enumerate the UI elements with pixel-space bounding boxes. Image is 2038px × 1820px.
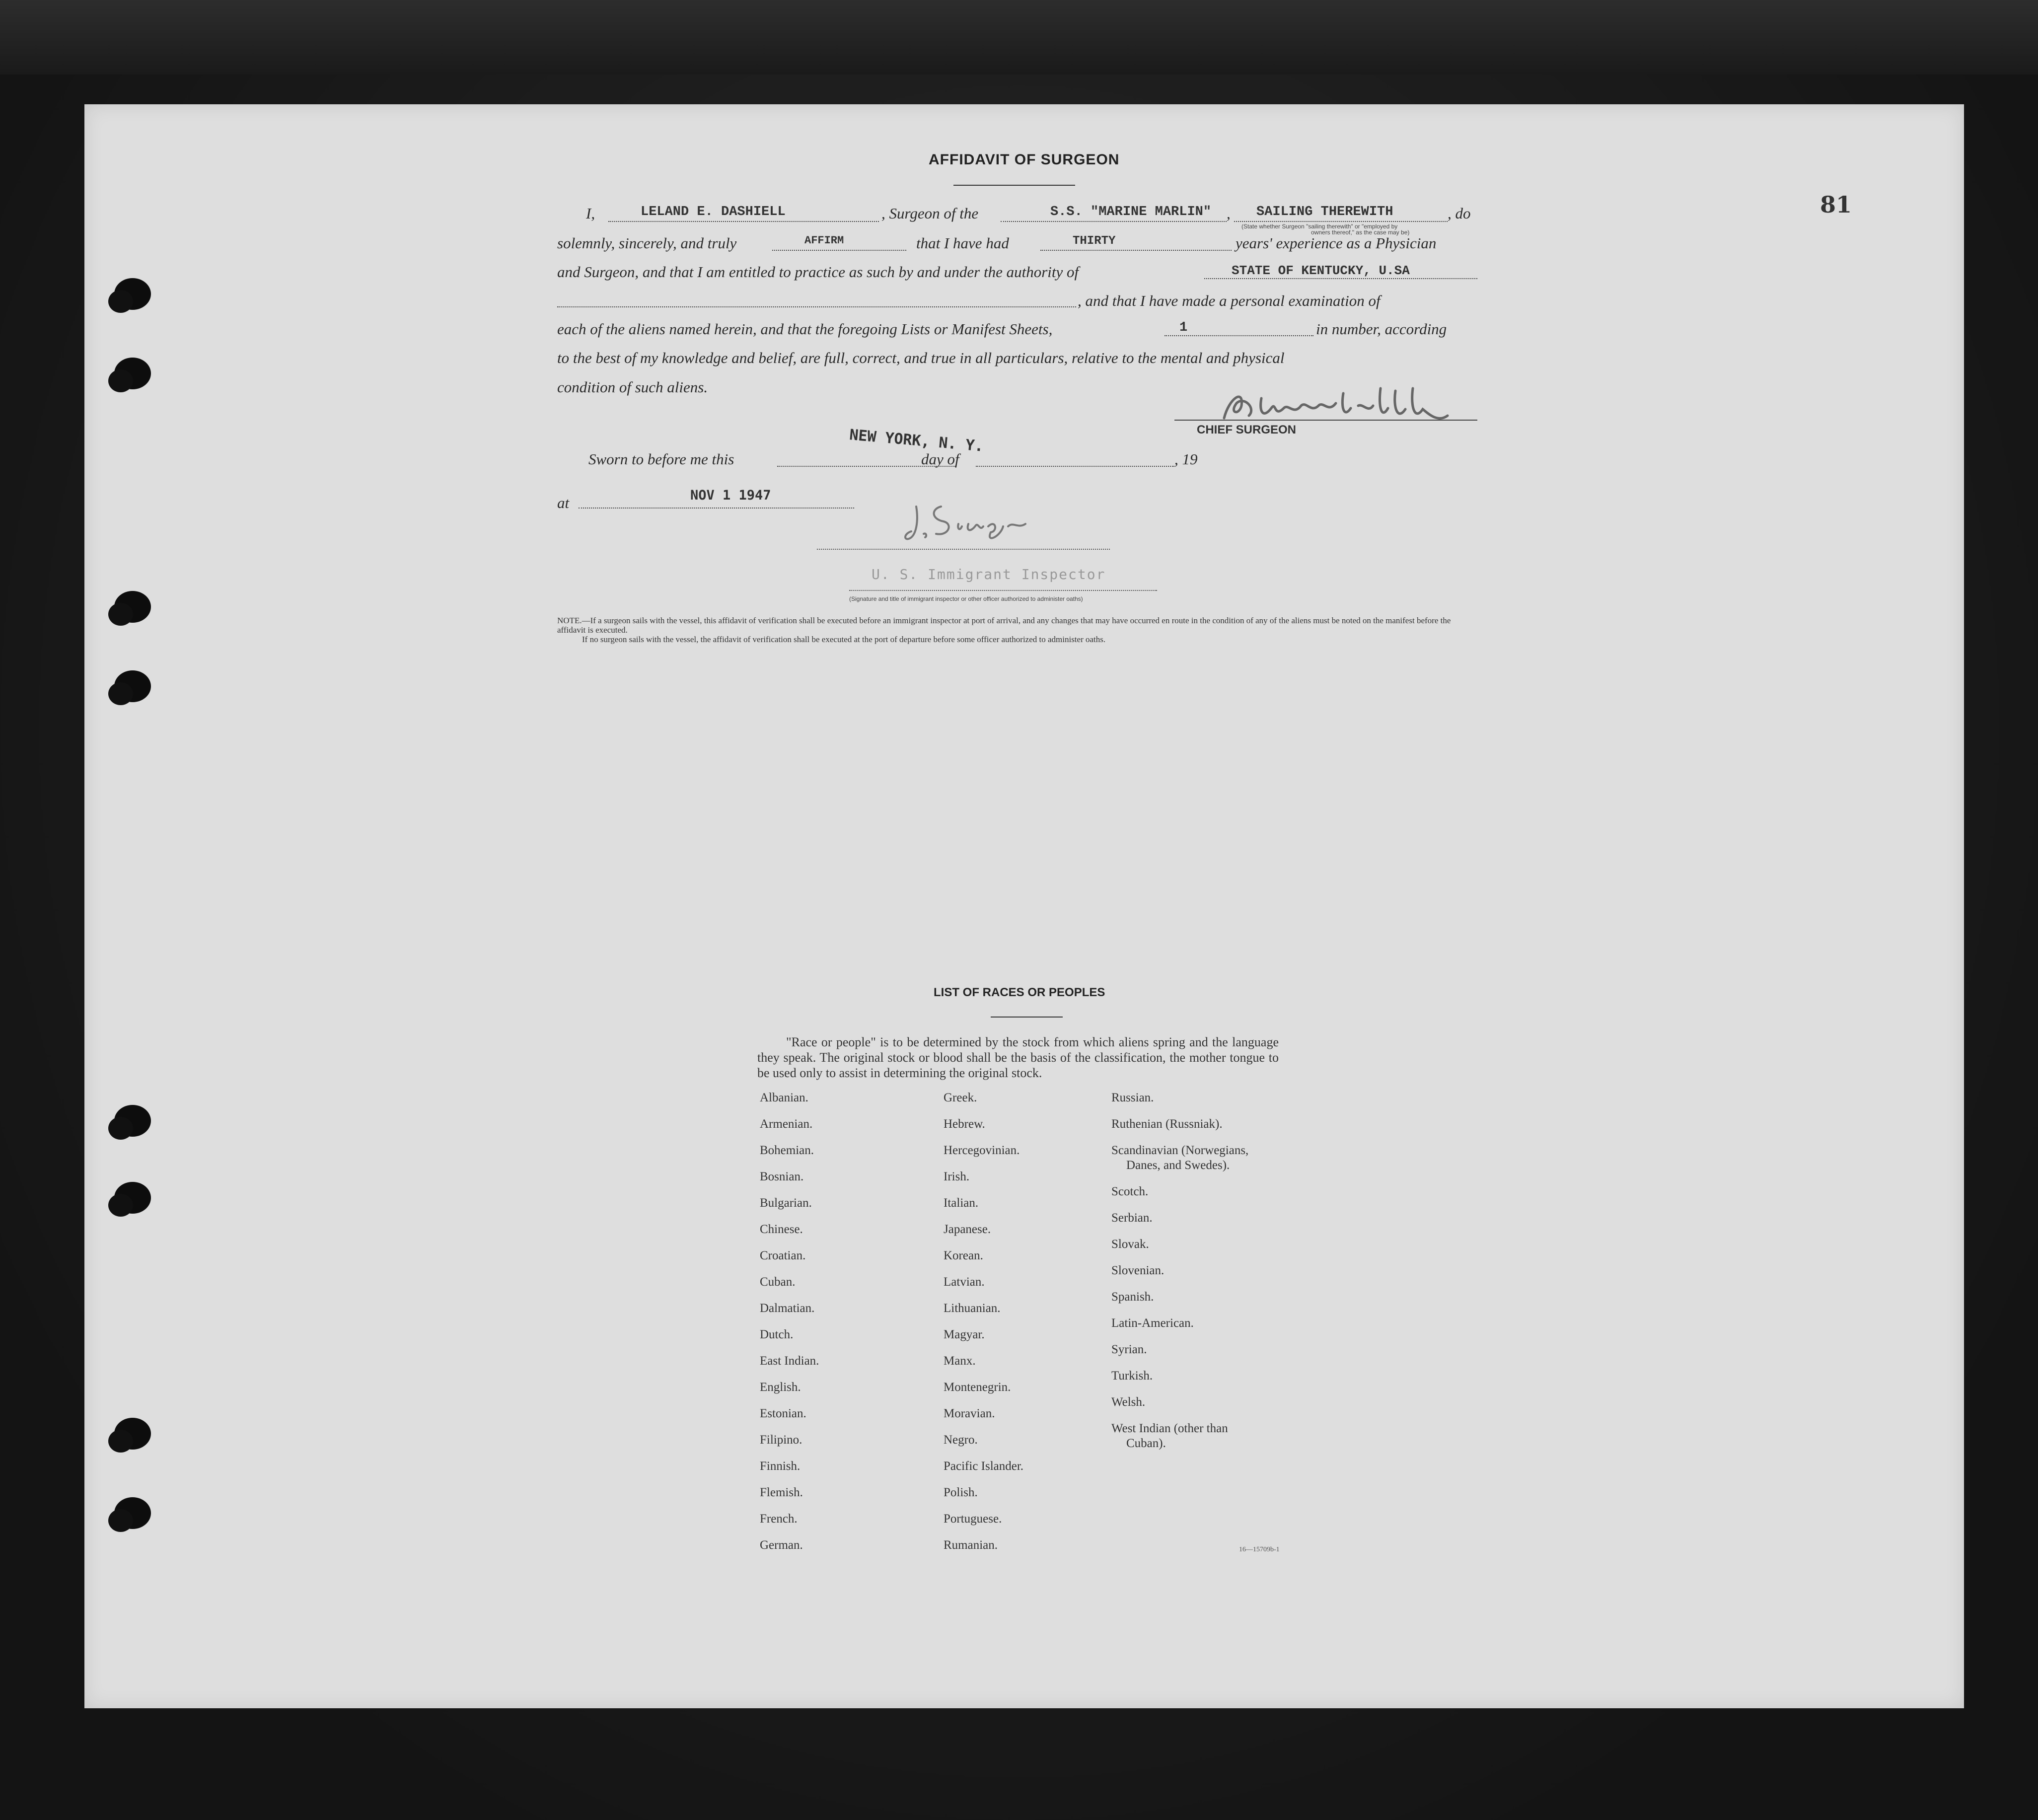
affidavit-line-2-prefix: solemnly, sincerely, and truly bbox=[557, 234, 737, 252]
years-experience: THIRTY bbox=[1073, 234, 1116, 248]
race-item: Polish. bbox=[944, 1486, 978, 1499]
race-item: Dutch. bbox=[760, 1328, 794, 1341]
binder-hole bbox=[114, 1182, 151, 1214]
race-item: Ruthenian (Russniak). bbox=[1111, 1117, 1223, 1131]
binder-hole bbox=[114, 591, 151, 623]
race-item: Magyar. bbox=[944, 1328, 985, 1341]
races-intro: "Race or people" is to be determined by the stock from which aliens spring and the language they speak. The original stock or blood shall be the basis of the classification, the mother tongue to be used only to assist in determining the original stock. bbox=[757, 1035, 1279, 1080]
ship-name: S.S. "MARINE MARLIN" bbox=[1050, 205, 1212, 219]
inspector-title: U. S. Immigrant Inspector bbox=[872, 566, 1106, 582]
inspector-caption: (Signature and title of immigrant inspector or other officer authorized to administer oaths) bbox=[849, 595, 1083, 602]
binder-hole bbox=[114, 1418, 151, 1450]
race-item: Bosnian. bbox=[760, 1170, 804, 1183]
races-column-3 bbox=[1111, 1091, 1295, 1462]
affidavit-line-4: , and that I have made a personal examination of bbox=[1078, 292, 1381, 309]
scan-top-strip bbox=[0, 0, 2038, 74]
race-item: Scandinavian (Norwegians, bbox=[1111, 1144, 1249, 1157]
fill-line bbox=[557, 306, 1076, 307]
surgeon-name: LELAND E. DASHIELL bbox=[641, 205, 786, 219]
chief-surgeon-label: CHIEF SURGEON bbox=[1197, 423, 1297, 437]
binder-hole bbox=[114, 1497, 151, 1529]
sworn-prefix: Sworn to before me this bbox=[588, 450, 734, 468]
fill-line bbox=[1040, 250, 1232, 251]
races-column-1 bbox=[760, 1091, 929, 1564]
race-item: Cuban). bbox=[1126, 1437, 1166, 1450]
races-list-title: LIST OF RACES OR PEOPLES bbox=[934, 986, 1105, 999]
race-item: Syrian. bbox=[1111, 1343, 1147, 1356]
page-number: 81 bbox=[1820, 191, 1852, 218]
race-item: Turkish. bbox=[1111, 1369, 1153, 1383]
race-item: Albanian. bbox=[760, 1091, 808, 1104]
fill-line bbox=[1204, 278, 1477, 279]
practice-authority: STATE OF KENTUCKY, U.SA bbox=[1232, 263, 1410, 278]
binder-hole bbox=[114, 278, 151, 310]
race-item: Filipino. bbox=[760, 1433, 802, 1447]
race-item: Portuguese. bbox=[944, 1512, 1002, 1526]
title-underline bbox=[953, 185, 1075, 186]
fill-line bbox=[608, 221, 879, 222]
race-item: Estonian. bbox=[760, 1407, 806, 1420]
race-item: Hercegovinian. bbox=[944, 1144, 1020, 1157]
status-note: (State whether Surgeon "sailing therewith" or "employed by bbox=[1241, 223, 1398, 230]
affidavit-line-2-middle: that I have had bbox=[916, 234, 1009, 252]
race-item: Slovenian. bbox=[1111, 1264, 1165, 1277]
race-item: Pacific Islander. bbox=[944, 1459, 1024, 1473]
date-stamp: NOV 1 1947 bbox=[690, 488, 771, 503]
binder-hole bbox=[114, 670, 151, 702]
affidavit-title: AFFIDAVIT OF SURGEON bbox=[929, 151, 1120, 168]
race-item: Chinese. bbox=[760, 1223, 803, 1236]
place-stamp: NEW YORK, N. Y. bbox=[848, 426, 984, 455]
race-item: Finnish. bbox=[760, 1459, 801, 1473]
binder-hole bbox=[114, 1105, 151, 1137]
race-item: Latin-American. bbox=[1111, 1316, 1194, 1330]
note-paragraph-1: NOTE.—If a surgeon sails with the vessel, this affidavit of verification shall be executed before an immigrant inspector at port of arrival, and any changes that may have occurred en route in the condition of any of the aliens must be noted on the manifest before the affidavit is executed. bbox=[557, 616, 1451, 635]
affidavit-line-1-suffix: , do bbox=[1448, 205, 1471, 222]
fill-line bbox=[1165, 335, 1313, 336]
affidavit-line-1-comma: , bbox=[1227, 205, 1231, 222]
fill-line bbox=[772, 250, 906, 251]
affidavit-line-5-suffix: in number, according bbox=[1316, 320, 1447, 338]
inspector-title-line bbox=[849, 590, 1157, 591]
affidavit-line-1-prefix: I, bbox=[586, 205, 595, 222]
race-item: Montenegrin. bbox=[944, 1381, 1011, 1394]
race-item: Serbian. bbox=[1111, 1211, 1153, 1225]
race-item: Croatian. bbox=[760, 1249, 806, 1262]
race-item: West Indian (other than bbox=[1111, 1422, 1228, 1435]
inspector-signature bbox=[901, 497, 1030, 546]
race-item: Japanese. bbox=[944, 1223, 991, 1236]
sheet-count: 1 bbox=[1179, 320, 1188, 335]
race-item: Scotch. bbox=[1111, 1185, 1149, 1198]
note-paragraph-2: If no surgeon sails with the vessel, the affidavit of verification shall be executed at the port of departure before some officer authorized to administer oaths. bbox=[582, 635, 1106, 644]
fill-line bbox=[1001, 221, 1227, 222]
surgeon-status: SAILING THEREWITH bbox=[1256, 205, 1393, 219]
race-item: French. bbox=[760, 1512, 798, 1526]
sworn-day-of: day of bbox=[921, 450, 959, 468]
race-item: German. bbox=[760, 1538, 803, 1552]
affidavit-line-2-suffix: years' experience as a Physician bbox=[1236, 234, 1437, 252]
sworn-at: at bbox=[557, 494, 570, 511]
affidavit-line-6: to the best of my knowledge and belief, are full, correct, and true in all particulars, relative to the mental and physical bbox=[557, 349, 1285, 366]
race-item: Slovak. bbox=[1111, 1238, 1149, 1251]
race-item: Flemish. bbox=[760, 1486, 803, 1499]
race-item: Cuban. bbox=[760, 1275, 796, 1289]
race-item: Bohemian. bbox=[760, 1144, 814, 1157]
race-item: English. bbox=[760, 1381, 801, 1394]
race-item: Spanish. bbox=[1111, 1290, 1154, 1304]
fill-line bbox=[1234, 221, 1448, 222]
fill-line bbox=[976, 466, 1174, 467]
race-item: East Indian. bbox=[760, 1354, 819, 1368]
affidavit-line-3-prefix: and Surgeon, and that I am entitled to practice as such by and under the authority of bbox=[557, 263, 1079, 281]
race-item: Dalmatian. bbox=[760, 1302, 815, 1315]
race-item: Moravian. bbox=[944, 1407, 995, 1420]
inspector-signature-line bbox=[817, 549, 1110, 550]
race-item: Korean. bbox=[944, 1249, 983, 1262]
races-column-2 bbox=[944, 1091, 1112, 1564]
affidavit-line-5-prefix: each of the aliens named herein, and that the foregoing Lists or Manifest Sheets, bbox=[557, 320, 1053, 338]
race-item: Bulgarian. bbox=[760, 1196, 812, 1210]
affidavit-note bbox=[557, 616, 1481, 644]
race-item: Danes, and Swedes). bbox=[1126, 1159, 1230, 1172]
race-item: Welsh. bbox=[1111, 1395, 1146, 1409]
race-item: Italian. bbox=[944, 1196, 979, 1210]
race-item: Armenian. bbox=[760, 1117, 813, 1131]
affidavit-line-1-middle: , Surgeon of the bbox=[881, 205, 979, 222]
oath-verb: AFFIRM bbox=[804, 234, 844, 247]
affidavit-line-7: condition of such aliens. bbox=[557, 378, 708, 396]
form-number: 16—15709b-1 bbox=[1239, 1546, 1280, 1553]
race-item: Russian. bbox=[1111, 1091, 1154, 1104]
signature-line bbox=[1174, 420, 1477, 421]
race-item: Manx. bbox=[944, 1354, 976, 1368]
status-note: owners thereof," as the case may be) bbox=[1311, 229, 1410, 236]
binder-hole bbox=[114, 358, 151, 389]
race-item: Irish. bbox=[944, 1170, 970, 1183]
race-item: Latvian. bbox=[944, 1275, 985, 1289]
sworn-year: , 19 bbox=[1174, 450, 1198, 468]
races-title-underline bbox=[991, 1017, 1063, 1018]
race-item: Greek. bbox=[944, 1091, 977, 1104]
race-item: Rumanian. bbox=[944, 1538, 998, 1552]
race-item: Hebrew. bbox=[944, 1117, 985, 1131]
race-item: Negro. bbox=[944, 1433, 978, 1447]
fill-line bbox=[579, 508, 854, 509]
race-item: Lithuanian. bbox=[944, 1302, 1001, 1315]
